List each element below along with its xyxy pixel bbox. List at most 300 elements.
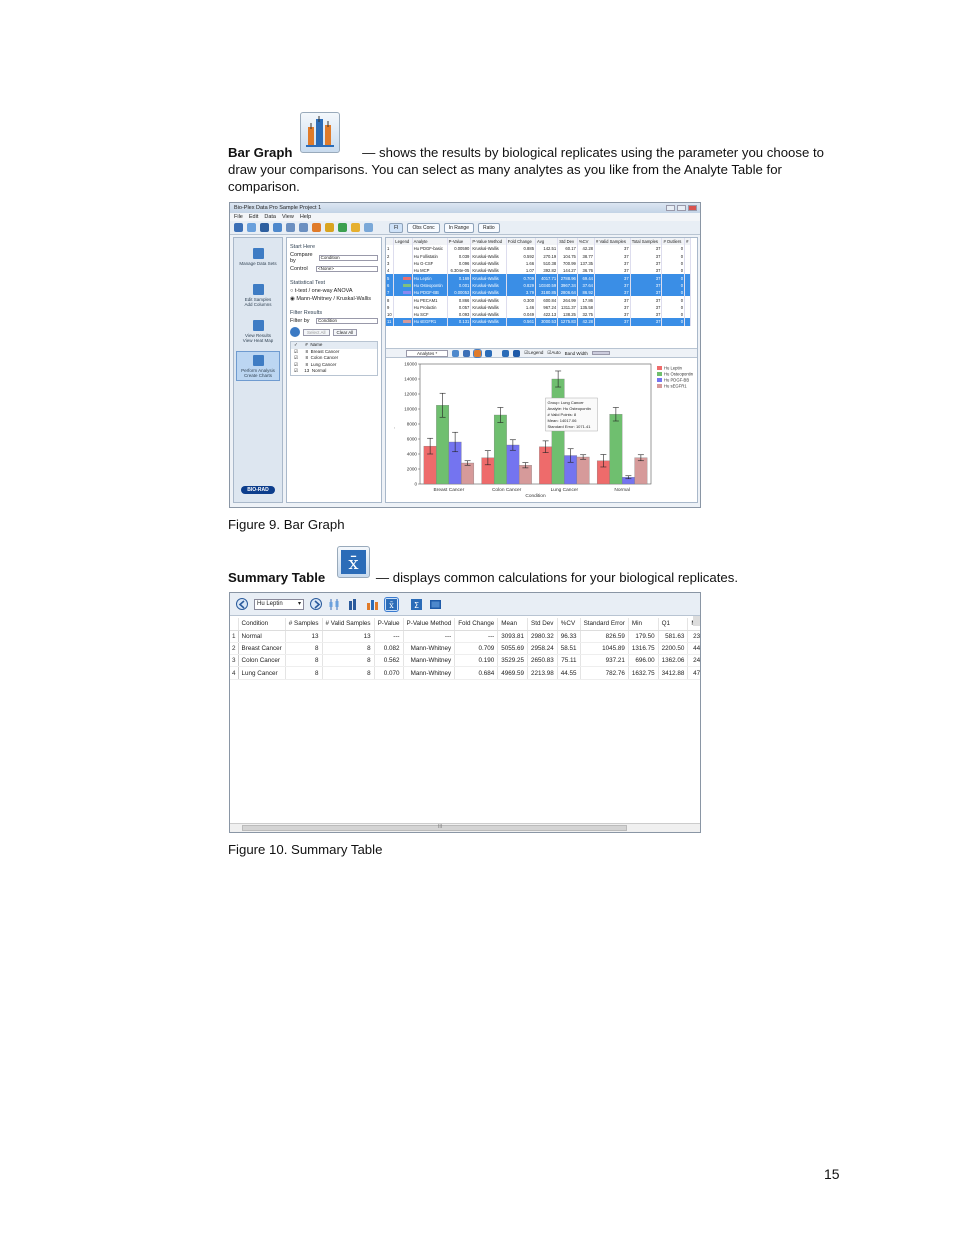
grid-icon[interactable]: [312, 223, 321, 232]
table-cell: 696.00: [628, 655, 658, 667]
analyte-table-header[interactable]: # Valid Samples: [594, 238, 630, 245]
table-cell: 0: [662, 267, 685, 274]
table-cell: 37.64: [577, 282, 594, 289]
table-cell: 37: [630, 274, 662, 281]
table-cell: 3529.25: [498, 655, 528, 667]
table-cell: 0.096: [447, 260, 471, 267]
table-cell: 37: [594, 289, 630, 296]
table-cell: 0.070: [374, 667, 403, 679]
table-cell: [685, 296, 691, 303]
table-cell: 37: [594, 296, 630, 303]
main-toolbar: [230, 221, 700, 235]
table-cell: 13: [285, 630, 322, 642]
tooltip-line: Standard Error: 1071.41: [547, 424, 591, 429]
menu-edit[interactable]: Edit: [248, 214, 259, 220]
save-icon[interactable]: [273, 223, 282, 232]
table-row[interactable]: [386, 274, 691, 281]
analyte-table-header[interactable]: Legend: [394, 238, 412, 245]
analyte-table: [386, 238, 691, 326]
table-cell: 42.28: [577, 245, 594, 252]
y-tick-label: 2000: [406, 466, 417, 472]
redo-icon[interactable]: [299, 223, 308, 232]
tooltip-line: Group: Lung Cancer: [547, 400, 584, 405]
table-row[interactable]: [386, 282, 691, 289]
table-cell: Hu sEGFR1: [412, 318, 447, 325]
table-row[interactable]: [386, 289, 691, 296]
summary-table-header[interactable]: Standard Error: [580, 618, 628, 630]
svg-text:x̄: x̄: [348, 553, 359, 574]
table-cell: 37: [594, 304, 630, 311]
chart-icon[interactable]: [338, 223, 347, 232]
bar[interactable]: [461, 463, 474, 484]
fi-button[interactable]: FI: [389, 223, 403, 233]
table-cell: 32.75: [577, 311, 594, 318]
y-tick-label: 6000: [406, 436, 417, 442]
tooltip-line: # Valid Points: 8: [547, 412, 577, 417]
table-cell: Kruskal-Wallis: [471, 253, 506, 260]
table-cell: Kruskal-Wallis: [471, 311, 506, 318]
table-cell: 37: [630, 260, 662, 267]
y-tick-label: 8000: [406, 421, 417, 427]
table-cell: 0.709: [506, 274, 535, 281]
table-cell: [394, 253, 412, 260]
table-cell: Hu Prolactin: [412, 304, 447, 311]
table-cell: 0: [662, 245, 685, 252]
table-cell: 0.131: [447, 318, 471, 325]
svg-text:Σ: Σ: [413, 600, 420, 610]
auto-checkbox[interactable]: ☑Auto: [547, 350, 561, 355]
table-cell: Kruskal-Wallis: [471, 245, 506, 252]
table-row[interactable]: [386, 311, 691, 318]
vertical-scrollbar[interactable]: [693, 616, 700, 626]
band-width-slider[interactable]: [592, 351, 610, 355]
table-row[interactable]: [230, 667, 701, 679]
legend-label: Hu sEGFR1: [664, 383, 687, 389]
results-area: [385, 237, 698, 503]
table-cell: 0: [662, 304, 685, 311]
bar[interactable]: [507, 445, 520, 484]
table-cell: 10: [386, 311, 394, 318]
analyte-table-header[interactable]: #: [685, 238, 691, 245]
table-cell: 0.039: [447, 253, 471, 260]
table-row[interactable]: [386, 304, 691, 311]
legend-swatch: [403, 284, 411, 287]
list-item[interactable]: ☑ 8 Lung Cancer: [294, 361, 337, 367]
analyte-table-header[interactable]: Total Samples: [630, 238, 662, 245]
table-cell: 37: [594, 260, 630, 267]
table-cell: 86.92: [577, 289, 594, 296]
summary-table-header[interactable]: Fold Change: [455, 618, 498, 630]
table-cell: [685, 289, 691, 296]
list-item[interactable]: ☑ 8 Colon Cancer: [294, 355, 339, 360]
summary-table-header[interactable]: Mean: [498, 618, 528, 630]
legend-label: Hu PDGF-BB: [664, 377, 690, 383]
y-axis-mark: ′: [394, 426, 395, 431]
tooltip-line: Analyte: Hu Osteopontin: [547, 406, 591, 411]
legend-checkbox[interactable]: ☑Legend: [524, 350, 544, 355]
scroll-thumb[interactable]: III: [242, 825, 627, 831]
summary-table-header[interactable]: [230, 618, 238, 630]
table-row[interactable]: [386, 318, 691, 325]
summary-table-header[interactable]: P-Value Method: [403, 618, 455, 630]
table-cell: Hu SCF: [412, 311, 447, 318]
menu-bar: [230, 213, 700, 221]
table-cell: 1311.37: [558, 304, 578, 311]
table-cell: [394, 289, 412, 296]
open-icon[interactable]: [260, 223, 269, 232]
clear-all-button[interactable]: Clear All: [333, 329, 358, 336]
bar-graph-heading: Bar Graph: [228, 145, 293, 160]
table-cell: Hu PDGF-BB: [412, 289, 447, 296]
table-cell: 4: [386, 267, 394, 274]
table-cell: 37: [594, 253, 630, 260]
table-cell: Hu PDGF-basic: [412, 245, 447, 252]
analyte-table-header[interactable]: %CV: [577, 238, 594, 245]
sigma-icon[interactable]: [502, 350, 509, 357]
y-tick-label: 0: [414, 481, 417, 487]
table-cell: 8: [285, 642, 322, 654]
table-cell: 0.049: [506, 311, 535, 318]
bar[interactable]: [610, 414, 623, 484]
scatter-icon[interactable]: [347, 598, 360, 611]
table-cell: [685, 253, 691, 260]
summary-table-header[interactable]: # Valid Samples: [322, 618, 374, 630]
table-cell: 142.51: [536, 245, 558, 252]
box-plot-icon[interactable]: [328, 598, 341, 611]
menu-file[interactable]: File: [234, 214, 243, 220]
table-cell: 44: [688, 642, 701, 654]
list-item[interactable]: ☑ 8 Breast Cancer: [294, 348, 340, 354]
maximize-icon[interactable]: [677, 205, 686, 211]
table-cell: 6.304e-05: [447, 267, 471, 274]
analyte-table-header[interactable]: Avg: [536, 238, 558, 245]
bar[interactable]: [552, 379, 565, 484]
bar-graph-icon[interactable]: [474, 350, 481, 357]
table-cell: 44.55: [557, 667, 580, 679]
table-row[interactable]: [386, 253, 691, 260]
table-cell: 0.169: [447, 274, 471, 281]
table-cell: [685, 318, 691, 325]
page-number: 15: [824, 1166, 840, 1182]
table-cell: 4969.59: [498, 667, 528, 679]
bio-rad-logo: BIO-RAD: [241, 486, 275, 494]
table-cell: 179.50: [628, 630, 658, 642]
table-cell: 37: [594, 274, 630, 281]
filter-by-dropdown[interactable]: Condition: [316, 318, 378, 324]
analyte-table-header[interactable]: Std Dev: [558, 238, 578, 245]
start-here-label: Start Here: [290, 244, 316, 250]
table-row[interactable]: [386, 245, 691, 252]
table-cell: 144.27: [558, 267, 578, 274]
table-cell: 600.84: [536, 296, 558, 303]
figure-9-screenshot: [229, 202, 701, 508]
table-cell: Hu MCP: [412, 267, 447, 274]
export-icon[interactable]: [513, 350, 520, 357]
table-cell: 2806.64: [558, 289, 578, 296]
table-cell: 0.190: [455, 655, 498, 667]
nav-manage-data-sets[interactable]: Manage Data Sets: [236, 244, 280, 274]
table-cell: 8: [322, 667, 374, 679]
table-cell: 5: [386, 274, 394, 281]
table-cell: 1.66: [506, 260, 535, 267]
table-cell: 1316.75: [628, 642, 658, 654]
window-titlebar: [230, 203, 700, 213]
table-cell: 422.13: [536, 311, 558, 318]
table-cell: 700.99: [558, 260, 578, 267]
table-cell: Hu Follistatin: [412, 253, 447, 260]
table-cell: 4017.71: [536, 274, 558, 281]
analyte-table-header[interactable]: P-Value: [447, 238, 471, 245]
summary-table-header[interactable]: Condition: [238, 618, 285, 630]
table-cell: 37: [594, 318, 630, 325]
table-cell: Kruskal-Wallis: [471, 282, 506, 289]
y-tick-label: 4000: [406, 451, 417, 457]
table-cell: Hu PECAM1: [412, 296, 447, 303]
legend-swatch: [403, 320, 411, 323]
table-cell: 37: [630, 296, 662, 303]
table-cell: Mann-Whitney: [403, 667, 455, 679]
ratio-button[interactable]: Ratio: [478, 223, 500, 233]
table-cell: 8: [322, 642, 374, 654]
home-icon[interactable]: [234, 223, 243, 232]
previous-icon[interactable]: [236, 598, 248, 610]
analyte-table-header[interactable]: [386, 238, 394, 245]
table-cell: Colon Cancer: [238, 655, 285, 667]
filter-icon[interactable]: [325, 223, 334, 232]
export-icon[interactable]: [429, 598, 442, 611]
table-cell: 37: [630, 282, 662, 289]
menu-help[interactable]: Help: [299, 214, 312, 220]
table-cell: 0: [662, 311, 685, 318]
table-cell: 0.001: [447, 282, 471, 289]
table-cell: Kruskal-Wallis: [471, 260, 506, 267]
table-cell: [394, 282, 412, 289]
y-tick-label: 12000: [404, 391, 417, 397]
table-cell: 1.46: [506, 304, 535, 311]
table-cell: 2: [386, 253, 394, 260]
table-cell: [394, 311, 412, 318]
table-cell: 38.77: [577, 253, 594, 260]
table-cell: ---: [403, 630, 455, 642]
analyte-table-header[interactable]: Analyte: [412, 238, 447, 245]
table-cell: 0: [662, 274, 685, 281]
table-cell: 60.17: [558, 245, 578, 252]
samples-icon: [253, 284, 264, 295]
summary-toolbar: [230, 593, 700, 616]
table-cell: 0: [662, 289, 685, 296]
compare-by-dropdown[interactable]: Condition: [319, 255, 378, 261]
table-cell: 8: [386, 296, 394, 303]
table-cell: 1: [230, 630, 238, 642]
table-cell: 0.00053: [447, 289, 471, 296]
nav-view-results[interactable]: View Results View Heat Map: [236, 316, 280, 346]
table-cell: 37: [594, 311, 630, 318]
bar-graph-icon[interactable]: [366, 598, 379, 611]
table-row[interactable]: [386, 267, 691, 274]
table-cell: 47: [688, 667, 701, 679]
nav-edit-samples[interactable]: Edit Samples Add Columns: [236, 280, 280, 310]
table-cell: Normal: [238, 630, 285, 642]
tooltip-line: Mean: 14017.06: [547, 418, 577, 423]
table-cell: 7: [386, 289, 394, 296]
menu-data[interactable]: Data: [264, 214, 276, 220]
summary-table-description: — displays common calculations for your biological replicates.: [372, 570, 738, 585]
summary-table-header[interactable]: Std Dev: [528, 618, 558, 630]
filter-by-label: Filter by: [290, 318, 310, 324]
analysis-panel: [286, 237, 382, 503]
radio-mann-whitney[interactable]: ◉ Mann-Whitney / Kruskal-Wallis: [290, 296, 372, 302]
summary-table-header[interactable]: # Samples: [285, 618, 322, 630]
table-cell: 17.86: [577, 296, 594, 303]
in-range-button[interactable]: In Range: [444, 223, 474, 233]
analytes-dropdown[interactable]: Analytes *: [406, 350, 448, 357]
table-cell: 1045.89: [580, 642, 628, 654]
settings-icon[interactable]: [364, 223, 373, 232]
table-row[interactable]: [386, 296, 691, 303]
new-icon[interactable]: [247, 223, 256, 232]
undo-icon[interactable]: [286, 223, 295, 232]
bar-graph-description: — shows the results by biological replicates using the parameter you choose to draw your comparisons. You can select as many analytes as you like from the Analyte Table for comparison.: [228, 145, 824, 194]
next-icon[interactable]: [310, 598, 322, 610]
table-cell: 782.76: [580, 667, 628, 679]
summary-table-header[interactable]: P-Value: [374, 618, 403, 630]
table-cell: [394, 318, 412, 325]
table-cell: [394, 260, 412, 267]
summary-table: [230, 618, 701, 680]
close-icon[interactable]: [688, 205, 697, 211]
x-axis-label: Condition: [525, 494, 546, 499]
select-all-button[interactable]: Select All: [303, 329, 330, 336]
table-cell: 1.07: [506, 267, 535, 274]
table-cell: 0.300: [506, 296, 535, 303]
condition-checklist: ✓ # Name ☑ 8 Breast Cancer ☑ 8 Colon Cancer ☑ 8 Lung Cancer ☑ 13 Normal: [290, 341, 378, 376]
table-cell: 270.19: [536, 253, 558, 260]
navigation-sidebar: [233, 237, 283, 503]
minimize-icon[interactable]: [666, 205, 675, 211]
table-cell: 37: [630, 289, 662, 296]
bar[interactable]: [635, 458, 648, 484]
summary-table-heading: Summary Table: [228, 570, 326, 585]
table-cell: 104.75: [558, 253, 578, 260]
table-cell: 1632.75: [628, 667, 658, 679]
table-row[interactable]: [230, 655, 701, 667]
sigma-icon[interactable]: [410, 598, 423, 611]
table-cell: [685, 304, 691, 311]
filter-results-label: Filter Results: [290, 310, 323, 316]
table-cell: 58.51: [557, 642, 580, 654]
compare-by-label: Compare by: [290, 252, 313, 264]
table-cell: 69.44: [577, 274, 594, 281]
table-cell: 37: [630, 253, 662, 260]
table-cell: 135.58: [577, 304, 594, 311]
table-cell: 37: [630, 304, 662, 311]
table-cell: 3: [230, 655, 238, 667]
analyte-table-header[interactable]: # Outliers: [662, 238, 685, 245]
table-row[interactable]: [230, 630, 701, 642]
table-cell: 6: [386, 282, 394, 289]
summary-table-header[interactable]: Q1: [658, 618, 688, 630]
figure-9-caption: Figure 9. Bar Graph: [228, 517, 345, 532]
summary-table-icon[interactable]: [385, 598, 398, 611]
filter-icon[interactable]: [290, 327, 300, 337]
control-dropdown[interactable]: <None>: [316, 266, 378, 272]
table-cell: 96.33: [557, 630, 580, 642]
table-cell: 37: [594, 245, 630, 252]
table-cell: Kruskal-Wallis: [471, 274, 506, 281]
table-cell: 8: [285, 655, 322, 667]
table-cell: 510.38: [536, 260, 558, 267]
table-cell: 967.24: [536, 304, 558, 311]
table-cell: 3.79: [506, 289, 535, 296]
obs-conc-button[interactable]: Obs Conc: [407, 223, 439, 233]
table-cell: 2: [230, 642, 238, 654]
table-cell: [394, 296, 412, 303]
legend-swatch: [657, 378, 662, 382]
table-cell: 0: [662, 260, 685, 267]
table-cell: [394, 304, 412, 311]
table-cell: 1: [386, 245, 394, 252]
radio-ttest[interactable]: ○ t-test / one-way ANOVA: [290, 288, 353, 294]
table-cell: [394, 274, 412, 281]
horizontal-scrollbar[interactable]: [230, 823, 700, 832]
summary-table-icon[interactable]: [485, 350, 492, 357]
table-cell: Breast Cancer: [238, 642, 285, 654]
table-cell: Mann-Whitney: [403, 655, 455, 667]
summary-table-header[interactable]: %CV: [557, 618, 580, 630]
table-cell: 5055.69: [498, 642, 528, 654]
bar[interactable]: [577, 457, 590, 484]
analyte-table-header[interactable]: P-Value Method: [471, 238, 506, 245]
box-plot-icon[interactable]: [452, 350, 459, 357]
table-cell: 0.093: [447, 311, 471, 318]
scatter-icon[interactable]: [463, 350, 470, 357]
table-cell: 0.709: [455, 642, 498, 654]
analyte-select[interactable]: Hu Leptin ▾: [254, 599, 304, 610]
table-cell: 2788.96: [558, 274, 578, 281]
table-cell: Hu G-CSF: [412, 260, 447, 267]
table-cell: 2958.24: [528, 642, 558, 654]
list-item[interactable]: ☑ 13 Normal: [294, 368, 327, 373]
table-cell: [685, 274, 691, 281]
table-cell: [685, 311, 691, 318]
table-cell: Mann-Whitney: [403, 642, 455, 654]
table-cell: 3000.53: [536, 318, 558, 325]
table-row[interactable]: [386, 260, 691, 267]
analyte-table-header[interactable]: Fold Change: [506, 238, 535, 245]
table-row[interactable]: [230, 642, 701, 654]
legend-label: Hu Osteopontin: [664, 371, 694, 377]
table-cell: 8: [285, 667, 322, 679]
table-cell: 75.11: [557, 655, 580, 667]
analysis-icon: [253, 355, 264, 366]
legend-swatch: [657, 384, 662, 388]
legend-label: Hu Leptin: [664, 365, 682, 371]
table-cell: 2213.98: [528, 667, 558, 679]
y-tick-label: 14000: [404, 376, 417, 382]
table-cell: Hu Osteopontin: [412, 282, 447, 289]
table-cell: 23: [688, 630, 701, 642]
nav-perform-analysis[interactable]: Perform Analysis Create Charts: [236, 351, 280, 381]
bar[interactable]: [494, 415, 507, 484]
palette-icon[interactable]: [351, 223, 360, 232]
table-cell: [685, 282, 691, 289]
summary-table-header[interactable]: Min: [628, 618, 658, 630]
table-cell: ---: [374, 630, 403, 642]
legend-swatch: [403, 291, 411, 294]
statistical-test-label: Statistical Test: [290, 280, 326, 286]
table-cell: [394, 267, 412, 274]
menu-view[interactable]: View: [281, 214, 294, 220]
